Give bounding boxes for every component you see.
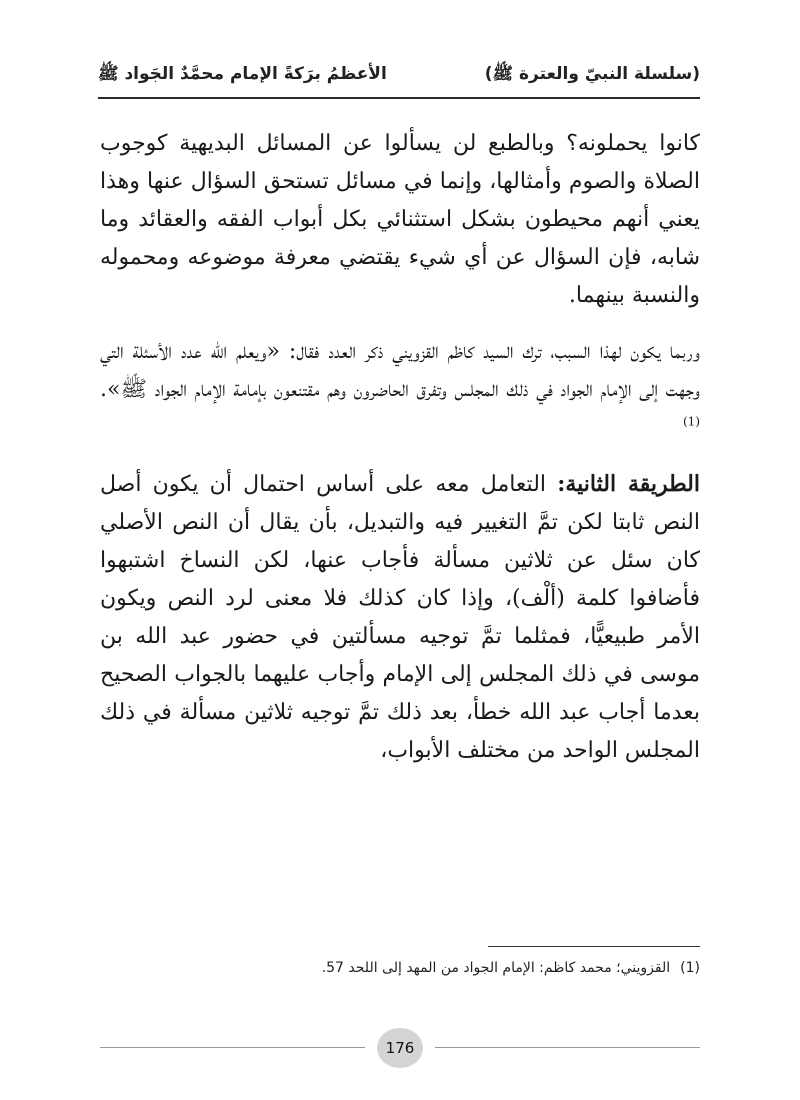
running-header: [98, 57, 700, 93]
footnote-divider: [488, 946, 700, 947]
page-number: 176: [377, 1028, 423, 1068]
series-title: (سلسلة النبيّ والعترة ﷺ): [484, 63, 700, 84]
page-footer: [100, 1028, 700, 1068]
book-title: الأعظمُ برَكةً الإمام محمَّدٌ الجَواد ﷺ: [98, 63, 387, 84]
footnote: [100, 957, 700, 979]
footnote-reference[interactable]: (1): [682, 414, 700, 429]
main-text: [100, 125, 700, 770]
footnote-text: القزويني؛ محمد كاظم: الإمام الجواد من المهد إلى اللحد 57.: [321, 960, 671, 976]
paragraph-2: [100, 333, 700, 447]
paragraph-1: كانوا يحملونه؟ وبالطبع لن يسألوا عن المسائل البديهية كوجوب الصلاة والصوم وأمثالها، وإنما في مسائل تستحق السؤال عنها وهذا يعني أنهم محيطون بشكل استثنائي بكل أبواب الفقه والعقائد وما شابه، فإن السؤال عن أي شيء يقتضي معرفة موضوعه ومحموله والنسبة بينهما.: [100, 131, 701, 308]
paragraph-3: [100, 465, 700, 770]
section-lead: الطريقة الثانية:: [557, 471, 700, 497]
footer-rule-left: [100, 1047, 365, 1048]
paragraph-3-text: التعامل معه على أساس احتمال أن يكون أصل النص ثابتا لكن تمَّ التغيير فيه والتبديل، بأن يقال أن النص الأصلي كان سئل عن ثلاثين مسألة فأجاب عنها، لكن النساخ اشتبهوا فأضافوا كلمة (ألْف)، وإذا كان كذلك فلا معنى لرد النص ويكون الأمر طبيعيًّا، فمثلما تمَّ توجيه مسألتين في حضور عبد الله بن موسى في ذلك المجلس إلى الإمام وأجاب عليهما بالجواب الصحيح بعدما أجاب عبد الله خطأ، بعد ذلك تمَّ توجيه ثلاثين مسألة في ذلك المجلس الواحد من مختلف الأبواب،: [100, 472, 700, 763]
header-divider: [98, 97, 700, 99]
footnote-number: (1): [680, 960, 700, 976]
paragraph-2-text: وربما يكون لهذا السبب، ترك السيد كاظم القزويني ذكر العدد فقال: «ويعلم الله عدد الأسئلة التي وجهت إلى الإمام الجواد في ذلك المجلس وتفرق الحاضرون وهم مقتنعون بإمامة الإمام الجواد ﷺ».: [100, 339, 700, 402]
footer-rule-right: [435, 1047, 700, 1048]
